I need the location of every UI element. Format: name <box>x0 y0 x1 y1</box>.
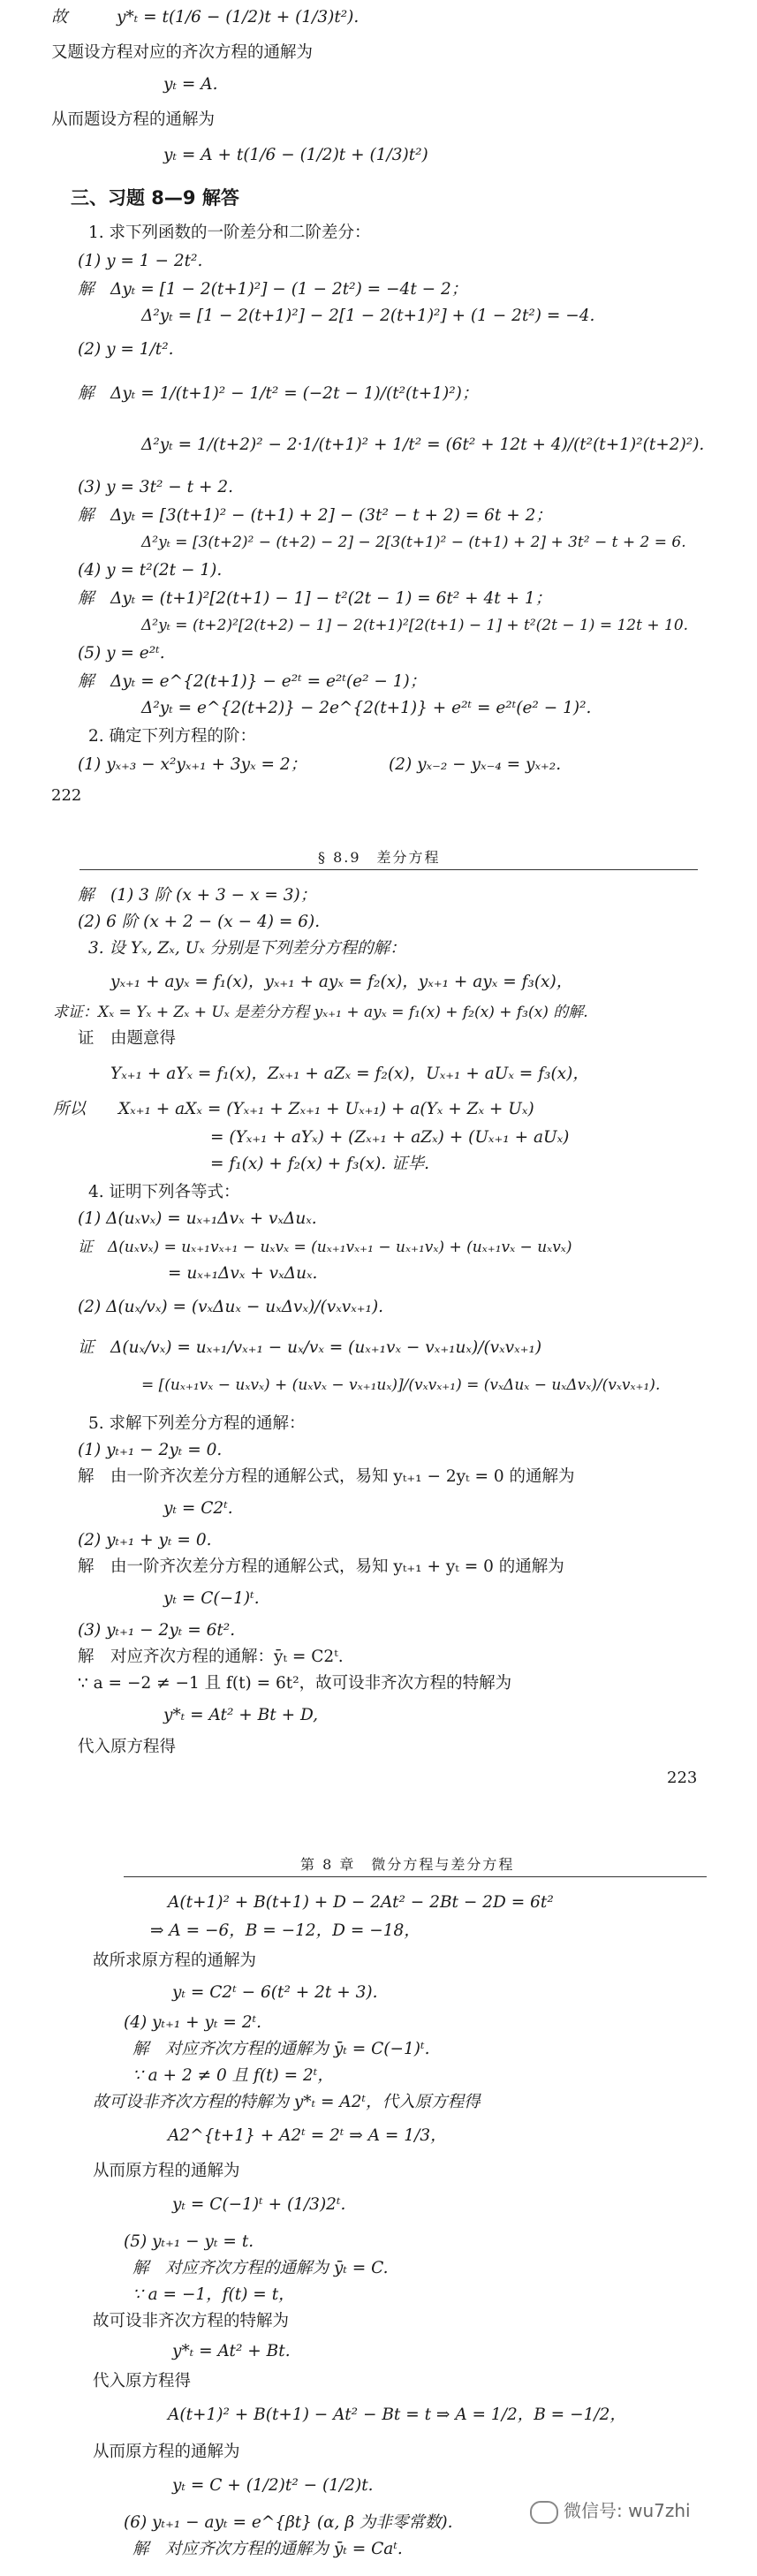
equation: Δ²yₜ = 1/(t+2)² − 2·1/(t+1)² + 1/t² = (6t² + 12t + 4)/(t²(t+1)²(t+2)²). <box>141 436 705 454</box>
text-line: (5) yₜ₊₁ − yₜ = t. <box>124 2232 254 2251</box>
watermark <box>530 2496 691 2524</box>
text-line: ∵ a = −1，f(t) = t， <box>132 2285 295 2304</box>
text-line: 4. 证明下列各等式： <box>88 1183 240 1201</box>
equation: yₜ = C(−1)ᵗ. <box>163 1589 260 1608</box>
text-line: 解 对应齐次方程的通解为 ȳₜ = Caᵗ. <box>132 2540 403 2558</box>
equation: (1) yₓ₊₃ − x²yₓ₊₁ + 3yₓ = 2； <box>78 755 307 774</box>
text-line: 故所求原方程的通解为 <box>93 1951 257 1970</box>
equation: A(t+1)² + B(t+1) + D − 2At² − 2Bt − 2D = 6t² <box>168 1893 554 1912</box>
text-line: 从而原方程的通解为 <box>93 2443 240 2461</box>
section-heading: 三、习题 8—9 解答 <box>71 187 239 208</box>
text-line: ∵ a + 2 ≠ 0 且 f(t) = 2ᵗ， <box>132 2066 334 2085</box>
equation: = f₁(x) + f₂(x) + f₃(x). 证毕. <box>210 1155 429 1173</box>
equation: yₜ = C + (1/2)t² − (1/2)t. <box>172 2476 374 2495</box>
text-line: (6) yₜ₊₁ − ayₜ = e^{βt} (α, β 为非零常数). <box>124 2513 453 2532</box>
equation: = [(uₓ₊₁vₓ − uₓvₓ) + (uₓvₓ − vₓ₊₁uₓ)]/(vₓvₓ₊₁) = (vₓΔuₓ − uₓΔvₓ)/(vₓvₓ₊₁). <box>141 1376 661 1394</box>
equation: yₜ = A. <box>163 75 218 94</box>
text-line: 1. 求下列函数的一阶差分和二阶差分： <box>88 224 371 242</box>
equation: (2) Δ(uₓ/vₓ) = (vₓΔuₓ − uₓΔvₓ)/(vₓvₓ₊₁). <box>78 1298 384 1316</box>
equation: (2) yₓ₋₂ − yₓ₋₄ = yₓ₊₂. <box>389 755 562 774</box>
text-line: (2) yₜ₊₁ + yₜ = 0. <box>78 1531 212 1549</box>
text-line: 3. 设 Yₓ, Zₓ, Uₓ 分别是下列差分方程的解： <box>88 939 406 958</box>
equation: 解 Δyₜ = e^{2(t+1)} − e²ᵗ = e²ᵗ(e² − 1)； <box>78 672 427 691</box>
text-line: (1) yₜ₊₁ − 2yₜ = 0. <box>78 1441 223 1459</box>
text-line: (3) yₜ₊₁ − 2yₜ = 6t². <box>78 1621 236 1640</box>
watermark-text: 微信号: wu7zhi <box>564 2500 691 2521</box>
text-line: 解 由一阶齐次差分方程的通解公式，易知 yₜ₊₁ − 2yₜ = 0 的通解为 <box>78 1467 575 1486</box>
text-line: (4) yₜ₊₁ + yₜ = 2ᵗ. <box>124 2013 262 2032</box>
equation: Yₓ₊₁ + aYₓ = f₁(x)，Zₓ₊₁ + aZₓ = f₂(x)，Uₓ₊₁ + aUₓ = f₃(x)， <box>110 1064 589 1083</box>
running-header: 第 8 章 微分方程与差分方程 <box>300 1856 515 1873</box>
equation: = (Yₓ₊₁ + aYₓ) + (Zₓ₊₁ + aZₓ) + (Uₓ₊₁ + aUₓ) <box>210 1128 570 1147</box>
equation: A(t+1)² + B(t+1) − At² − Bt = t ⇒ A = 1/2，B = −1/2， <box>168 2406 626 2424</box>
page-222 <box>0 0 757 822</box>
equation: = uₓ₊₁Δvₓ + vₓΔuₓ. <box>168 1264 318 1283</box>
equation: ⇒ A = −6，B = −12，D = −18， <box>150 1921 420 1940</box>
text-line: 故可设非齐次方程的特解为 y*ₜ = A2ᵗ，代入原方程得 <box>93 2093 481 2111</box>
equation: yₓ₊₁ + ayₓ = f₁(x)，yₓ₊₁ + ayₓ = f₂(x)，yₓ₊₁ + ayₓ = f₃(x)， <box>110 973 573 991</box>
equation: A2^{t+1} + A2ᵗ = 2ᵗ ⇒ A = 1/3， <box>168 2126 447 2145</box>
header-rule <box>124 1876 707 1877</box>
text-line: (3) y = 3t² − t + 2. <box>78 478 234 496</box>
equation: 解 Δyₜ = (t+1)²[2(t+1) − 1] − t²(2t − 1) = 6t² + 4t + 1； <box>78 589 552 608</box>
equation: Δ²yₜ = [1 − 2(t+1)²] − 2[1 − 2(t+1)²] + (1 − 2t²) = −4. <box>141 307 595 325</box>
text-line: 5. 求解下列差分方程的通解： <box>88 1414 306 1433</box>
running-header: § 8.9 差分方程 <box>318 849 441 866</box>
equation: yₜ = C2ᵗ. <box>163 1499 233 1518</box>
text-line: (4) y = t²(2t − 1). <box>78 561 223 580</box>
text-line: 代入原方程得 <box>93 2372 192 2390</box>
equation: Δ²yₜ = [3(t+2)² − (t+2) − 2] − 2[3(t+1)² − (t+1) + 2] + 3t² − t + 2 = 6. <box>141 534 686 551</box>
equation: Δ²yₜ = (t+2)²[2(t+2) − 1] − 2(t+1)²[2(t+1) − 1] + t²(2t − 1) = 12t + 10. <box>141 617 689 634</box>
equation: 证 Δ(uₓ/vₓ) = uₓ₊₁/vₓ₊₁ − uₓ/vₓ = (uₓ₊₁vₓ − vₓ₊₁uₓ)/(vₓvₓ₊₁) <box>78 1338 542 1357</box>
text-line: 解 (1) 3 阶 (x + 3 − x = 3)； <box>78 886 317 905</box>
equation: yₜ = A + t(1/6 − (1/2)t + (1/3)t²) <box>163 146 428 164</box>
equation: yₜ = C2ᵗ − 6(t² + 2t + 3). <box>172 1983 378 2002</box>
text-line: 从而原方程的通解为 <box>93 2162 240 2180</box>
text-line: 又题设方程对应的齐次方程的通解为 <box>51 43 314 62</box>
equation: 所以 Xₓ₊₁ + aXₓ = (Yₓ₊₁ + Zₓ₊₁ + Uₓ₊₁) + a(Yₓ + Zₓ + Uₓ) <box>53 1100 534 1118</box>
text-line: 2. 确定下列方程的阶： <box>88 727 257 746</box>
header-rule <box>79 869 698 870</box>
text-line: 证 由题意得 <box>78 1029 177 1048</box>
text-line: 解 由一阶齐次差分方程的通解公式，易知 yₜ₊₁ + yₜ = 0 的通解为 <box>78 1557 564 1576</box>
page-number: 222 <box>51 786 82 805</box>
equation: y*ₜ = At² + Bt. <box>172 2342 291 2360</box>
text-line: (5) y = e²ᵗ. <box>78 644 165 663</box>
text-line: (1) y = 1 − 2t². <box>78 252 203 270</box>
page-224 <box>0 1837 757 2576</box>
text-line: ∵ a = −2 ≠ −1 且 f(t) = 6t²，故可设非齐次方程的特解为 <box>78 1674 512 1693</box>
text-line: 故 y*ₜ = t(1/6 − (1/2)t + (1/3)t²). <box>51 8 360 27</box>
equation: 解 Δyₜ = [3(t+1)² − (t+1) + 2] − (3t² − t + 2) = 6t + 2； <box>78 506 552 525</box>
equation: (1) Δ(uₓvₓ) = uₓ₊₁Δvₓ + vₓΔuₓ. <box>78 1209 317 1228</box>
text-line: (2) y = 1/t². <box>78 340 174 359</box>
wechat-icon <box>530 2501 558 2524</box>
page-number: 223 <box>667 1769 698 1787</box>
equation: 证 Δ(uₓvₓ) = uₓ₊₁vₓ₊₁ − uₓvₓ = (uₓ₊₁vₓ₊₁ − uₓ₊₁vₓ) + (uₓ₊₁vₓ − uₓvₓ) <box>78 1239 572 1256</box>
equation: y*ₜ = At² + Bt + D, <box>163 1706 319 1724</box>
text-line: 从而题设方程的通解为 <box>51 110 216 129</box>
equation: yₜ = C(−1)ᵗ + (1/3)2ᵗ. <box>172 2195 346 2214</box>
text-line: 故可设非齐次方程的特解为 <box>93 2312 290 2330</box>
equation: 解 Δyₜ = [1 − 2(t+1)²] − (1 − 2t²) = −4t − 2； <box>78 280 468 299</box>
page-223 <box>0 830 757 1811</box>
text-line: 代入原方程得 <box>78 1738 177 1756</box>
text-line: 解 对应齐次方程的通解：ȳₜ = C2ᵗ. <box>78 1648 344 1666</box>
equation: 解 Δyₜ = 1/(t+1)² − 1/t² = (−2t − 1)/(t²(t+1)²)； <box>78 384 479 403</box>
text-line: 求证：Xₓ = Yₓ + Zₓ + Uₓ 是差分方程 yₓ₊₁ + ayₓ = f₁(x) + f₂(x) + f₃(x) 的解. <box>53 1004 588 1021</box>
equation: Δ²yₜ = e^{2(t+2)} − 2e^{2(t+1)} + e²ᵗ = e²ᵗ(e² − 1)². <box>141 699 592 717</box>
text-line: 解 对应齐次方程的通解为 ȳₜ = C(−1)ᵗ. <box>132 2040 430 2058</box>
text-line: (2) 6 阶 (x + 2 − (x − 4) = 6). <box>78 913 321 931</box>
text-line: 解 对应齐次方程的通解为 ȳₜ = C. <box>132 2259 389 2277</box>
